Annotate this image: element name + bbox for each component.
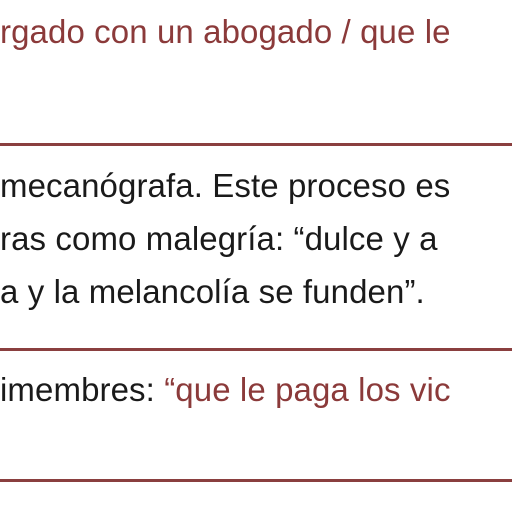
line-4-text: a y la melancolía se funden”. [0,273,425,310]
text-line-1 [0,12,451,52]
text-line-2 [0,166,450,206]
text-line-4 [0,272,425,312]
divider-rule-1 [0,143,512,146]
text-line-3 [0,219,438,259]
line-5-text: imembres: [0,371,165,408]
text-line-5 [0,370,451,410]
divider-rule-2 [0,348,512,351]
line-2-text: mecanógrafa. Este proceso es [0,167,451,204]
line-3-text: ras como malegría: “dulce y a [0,220,438,257]
line-1-text: rgado con un abogado / que le [0,13,451,50]
divider-rule-3 [0,479,512,482]
line-5-quote: “que le paga los vic [164,371,451,408]
